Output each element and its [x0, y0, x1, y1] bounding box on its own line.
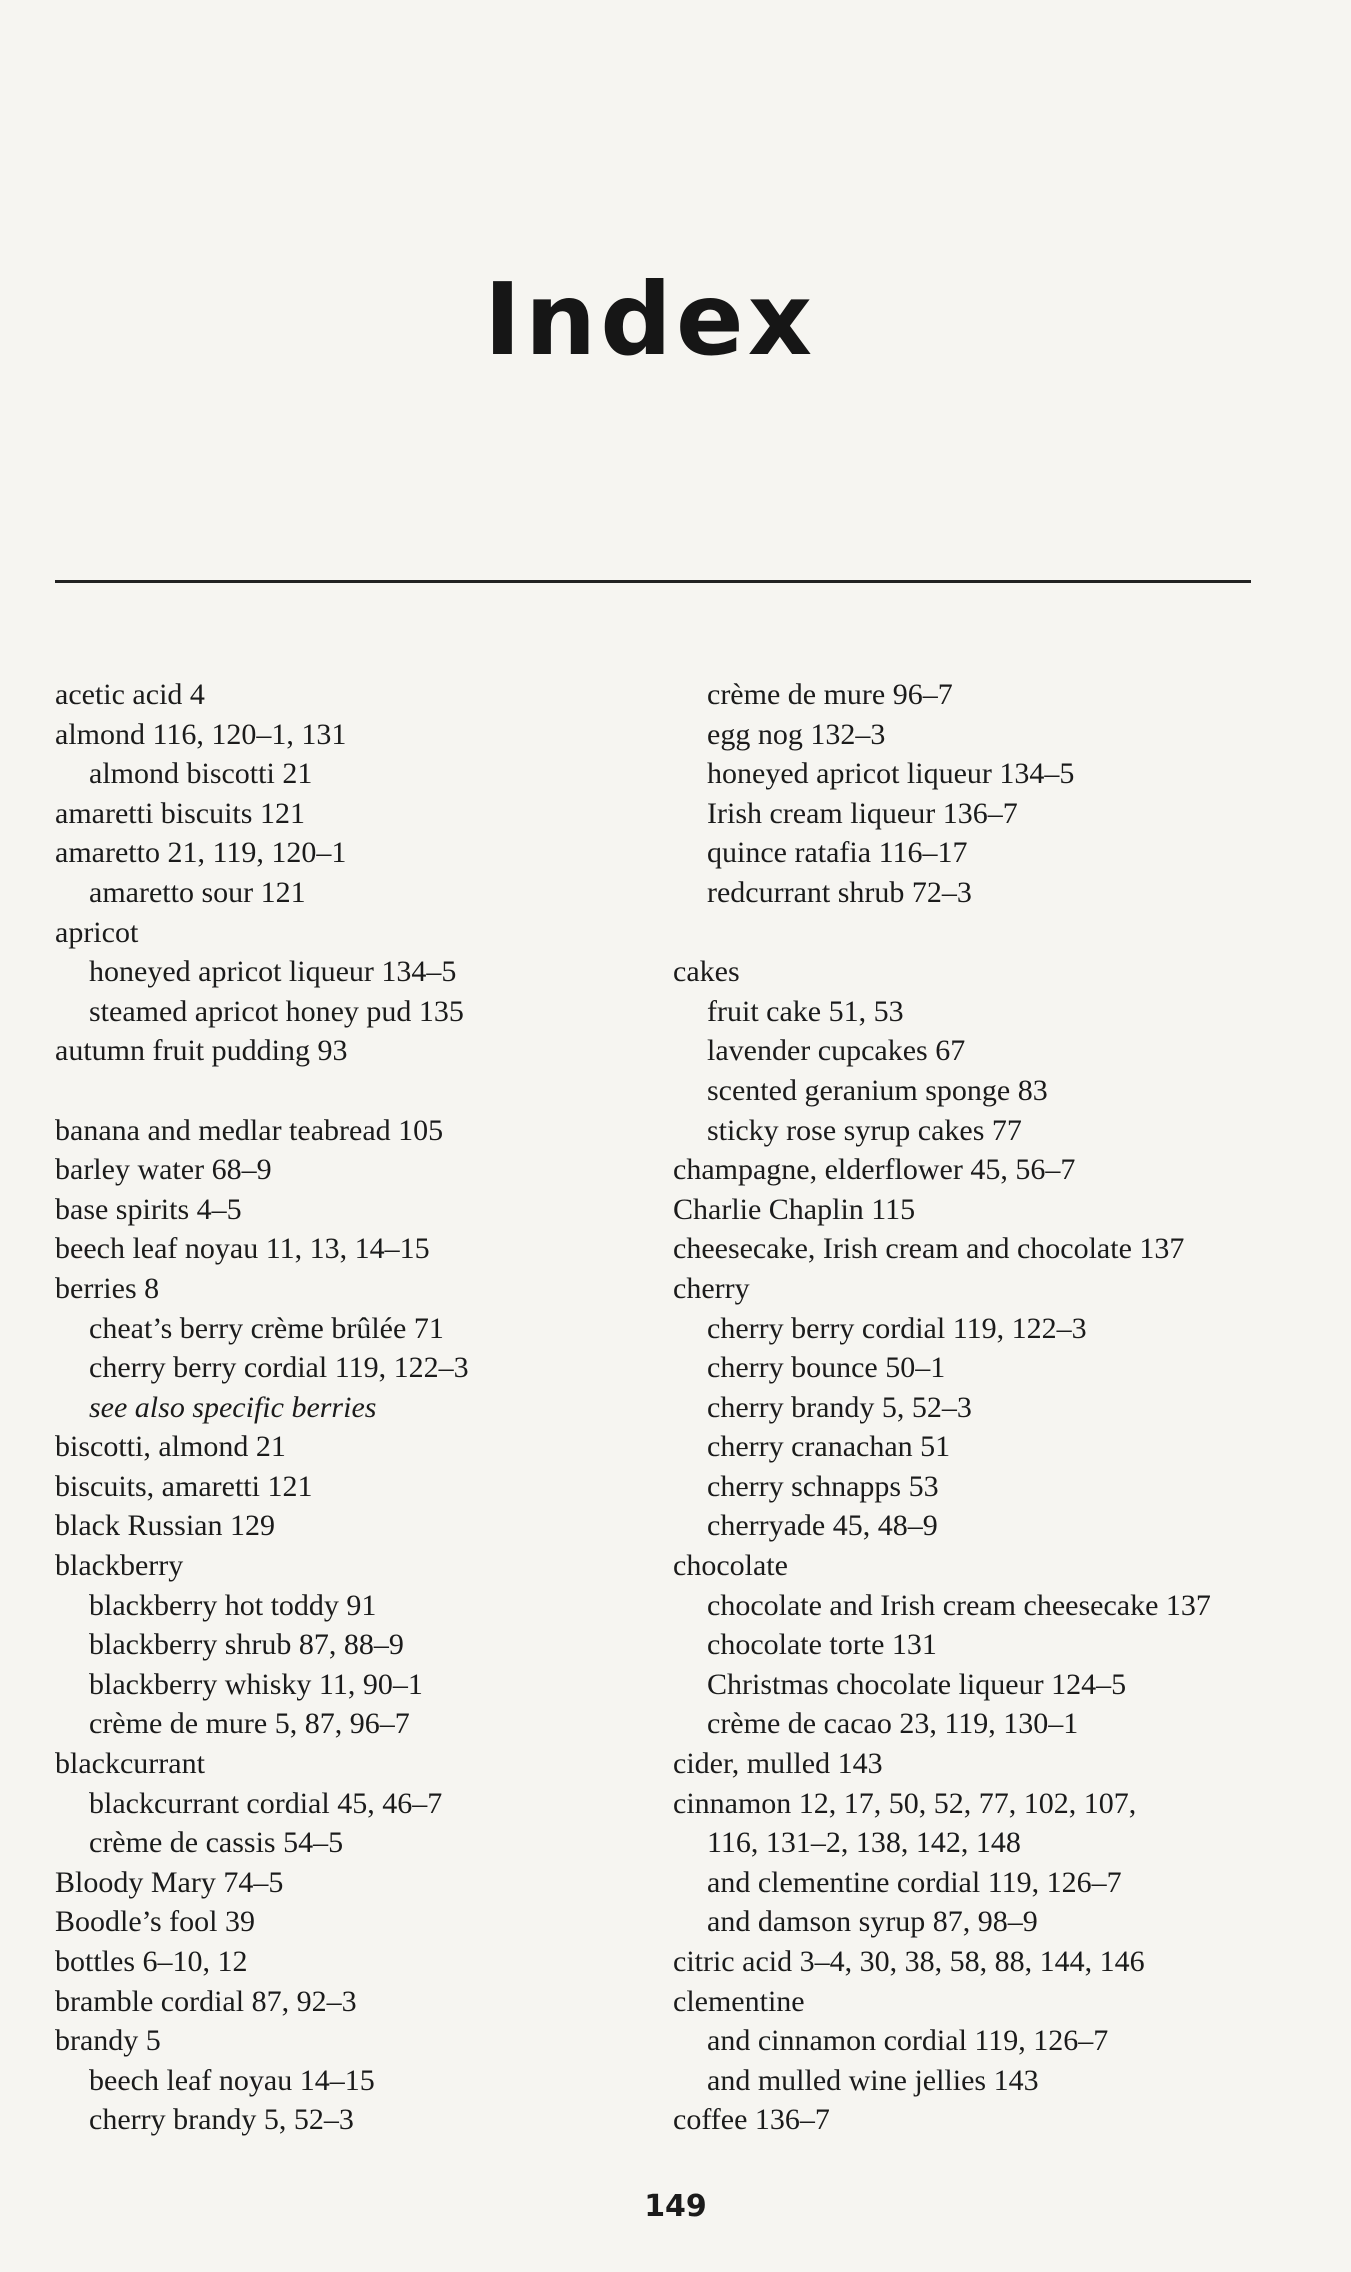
title-rule [55, 580, 1251, 583]
index-subentry: blackberry whisky 11, 90–1 [89, 1667, 423, 1701]
index-entry: acetic acid 4 [55, 678, 205, 711]
page-title: Index [483, 261, 817, 378]
index-column-right [673, 675, 1293, 2140]
index-entry: amaretto 21, 119, 120–1 [55, 836, 347, 870]
index-entry: cherry [673, 1271, 750, 1305]
index-entry: berries 8 [55, 1271, 160, 1305]
index-entry: amaretti biscuits 121 [55, 796, 305, 830]
index-subentry: blackberry hot toddy 91 [89, 1588, 377, 1622]
index-entry: Charlie Chaplin 115 [673, 1192, 916, 1226]
index-entry: barley water 68–9 [55, 1153, 272, 1187]
index-entry: chocolate [673, 1549, 788, 1583]
index-subentry: and cinnamon cordial 119, 126–7 [707, 2024, 1109, 2058]
index-subentry: chocolate and Irish cream cheesecake 137 [707, 1588, 1211, 1622]
index-entry: brandy 5 [55, 2024, 161, 2058]
index-subentry: cherry brandy 5, 52–3 [707, 1390, 972, 1424]
index-entry: Bloody Mary 74–5 [55, 1865, 284, 1899]
index-subentry: cherry cranachan 51 [707, 1430, 951, 1464]
index-entry: bramble cordial 87, 92–3 [55, 1984, 357, 2018]
index-subentry: quince ratafia 116–17 [707, 836, 968, 870]
index-entry: beech leaf noyau 11, 13, 14–15 [55, 1232, 430, 1266]
index-entry: biscuits, amaretti 121 [55, 1469, 313, 1503]
index-subentry: honeyed apricot liqueur 134–5 [707, 757, 1075, 791]
index-entry: black Russian 129 [55, 1509, 275, 1543]
index-entry: blackberry [55, 1549, 184, 1583]
index-subentry: chocolate torte 131 [707, 1628, 937, 1662]
index-subentry: Christmas chocolate liqueur 124–5 [707, 1667, 1127, 1701]
index-subentry: beech leaf noyau 14–15 [89, 2063, 375, 2097]
index-entry: coffee 136–7 [673, 2103, 830, 2137]
index-entry: autumn fruit pudding 93 [55, 1034, 348, 1068]
index-subentry: crème de cassis 54–5 [89, 1826, 344, 1860]
index-subentry: scented geranium sponge 83 [707, 1073, 1048, 1107]
index-subentry: Irish cream liqueur 136–7 [707, 796, 1018, 830]
index-subentry: cheat’s berry crème brûlée 71 [89, 1311, 444, 1345]
index-subentry: and mulled wine jellies 143 [707, 2063, 1039, 2097]
page-number: 149 [644, 2189, 707, 2224]
index-subentry: amaretto sour 121 [89, 875, 306, 909]
index-subentry: blackberry shrub 87, 88–9 [89, 1628, 404, 1662]
index-subentry: cherry berry cordial 119, 122–3 [707, 1311, 1087, 1345]
index-subentry: almond biscotti 21 [89, 757, 313, 791]
index-subentry: crème de cacao 23, 119, 130–1 [707, 1707, 1079, 1741]
index-subentry: honeyed apricot liqueur 134–5 [89, 955, 457, 989]
index-subentry: cherryade 45, 48–9 [707, 1509, 938, 1543]
index-subentry: cherry brandy 5, 52–3 [89, 2103, 354, 2137]
index-subentry: crème de mure 96–7 [707, 678, 953, 711]
index-entry: almond 116, 120–1, 131 [55, 717, 347, 751]
index-entry: cider, mulled 143 [673, 1747, 883, 1781]
index-entry: Boodle’s fool 39 [55, 1905, 255, 1939]
index-entry: cakes [673, 955, 740, 989]
index-entry: banana and medlar teabread 105 [55, 1113, 444, 1147]
index-subentry: egg nog 132–3 [707, 717, 886, 751]
index-entry: citric acid 3–4, 30, 38, 58, 88, 144, 146 [673, 1945, 1145, 1978]
index-subentry: crème de mure 5, 87, 96–7 [89, 1707, 410, 1741]
index-gap [55, 1071, 655, 1111]
index-subentry: sticky rose syrup cakes 77 [707, 1113, 1022, 1147]
index-subentry: lavender cupcakes 67 [707, 1034, 966, 1068]
index-entry: apricot [55, 915, 139, 949]
index-subentry: cherry schnapps 53 [707, 1469, 939, 1503]
index-subentry: cherry bounce 50–1 [707, 1351, 946, 1385]
index-subentry: blackcurrant cordial 45, 46–7 [89, 1786, 443, 1820]
index-subentry: steamed apricot honey pud 135 [89, 994, 464, 1028]
index-entry: champagne, elderflower 45, 56–7 [673, 1153, 1076, 1187]
index-subentry: and clementine cordial 119, 126–7 [707, 1865, 1122, 1899]
index-entry: cinnamon 12, 17, 50, 52, 77, 102, 107, [673, 1786, 1137, 1820]
index-subentry: fruit cake 51, 53 [707, 994, 904, 1028]
index-subentry: cherry berry cordial 119, 122–3 [89, 1351, 469, 1385]
index-entry: bottles 6–10, 12 [55, 1945, 248, 1978]
index-entry: cheesecake, Irish cream and chocolate 137 [673, 1232, 1185, 1266]
index-entry: blackcurrant [55, 1747, 205, 1781]
index-subentry: 116, 131–2, 138, 142, 148 [707, 1826, 1021, 1860]
index-entry: clementine [673, 1984, 805, 2018]
index-gap [673, 913, 1293, 953]
index-entry: biscotti, almond 21 [55, 1430, 286, 1464]
index-subentry: and damson syrup 87, 98–9 [707, 1905, 1038, 1939]
index-subentry: see also specific berries [89, 1390, 377, 1424]
index-column-left [55, 675, 655, 2140]
index-entry: base spirits 4–5 [55, 1192, 242, 1226]
index-subentry: redcurrant shrub 72–3 [707, 875, 972, 909]
